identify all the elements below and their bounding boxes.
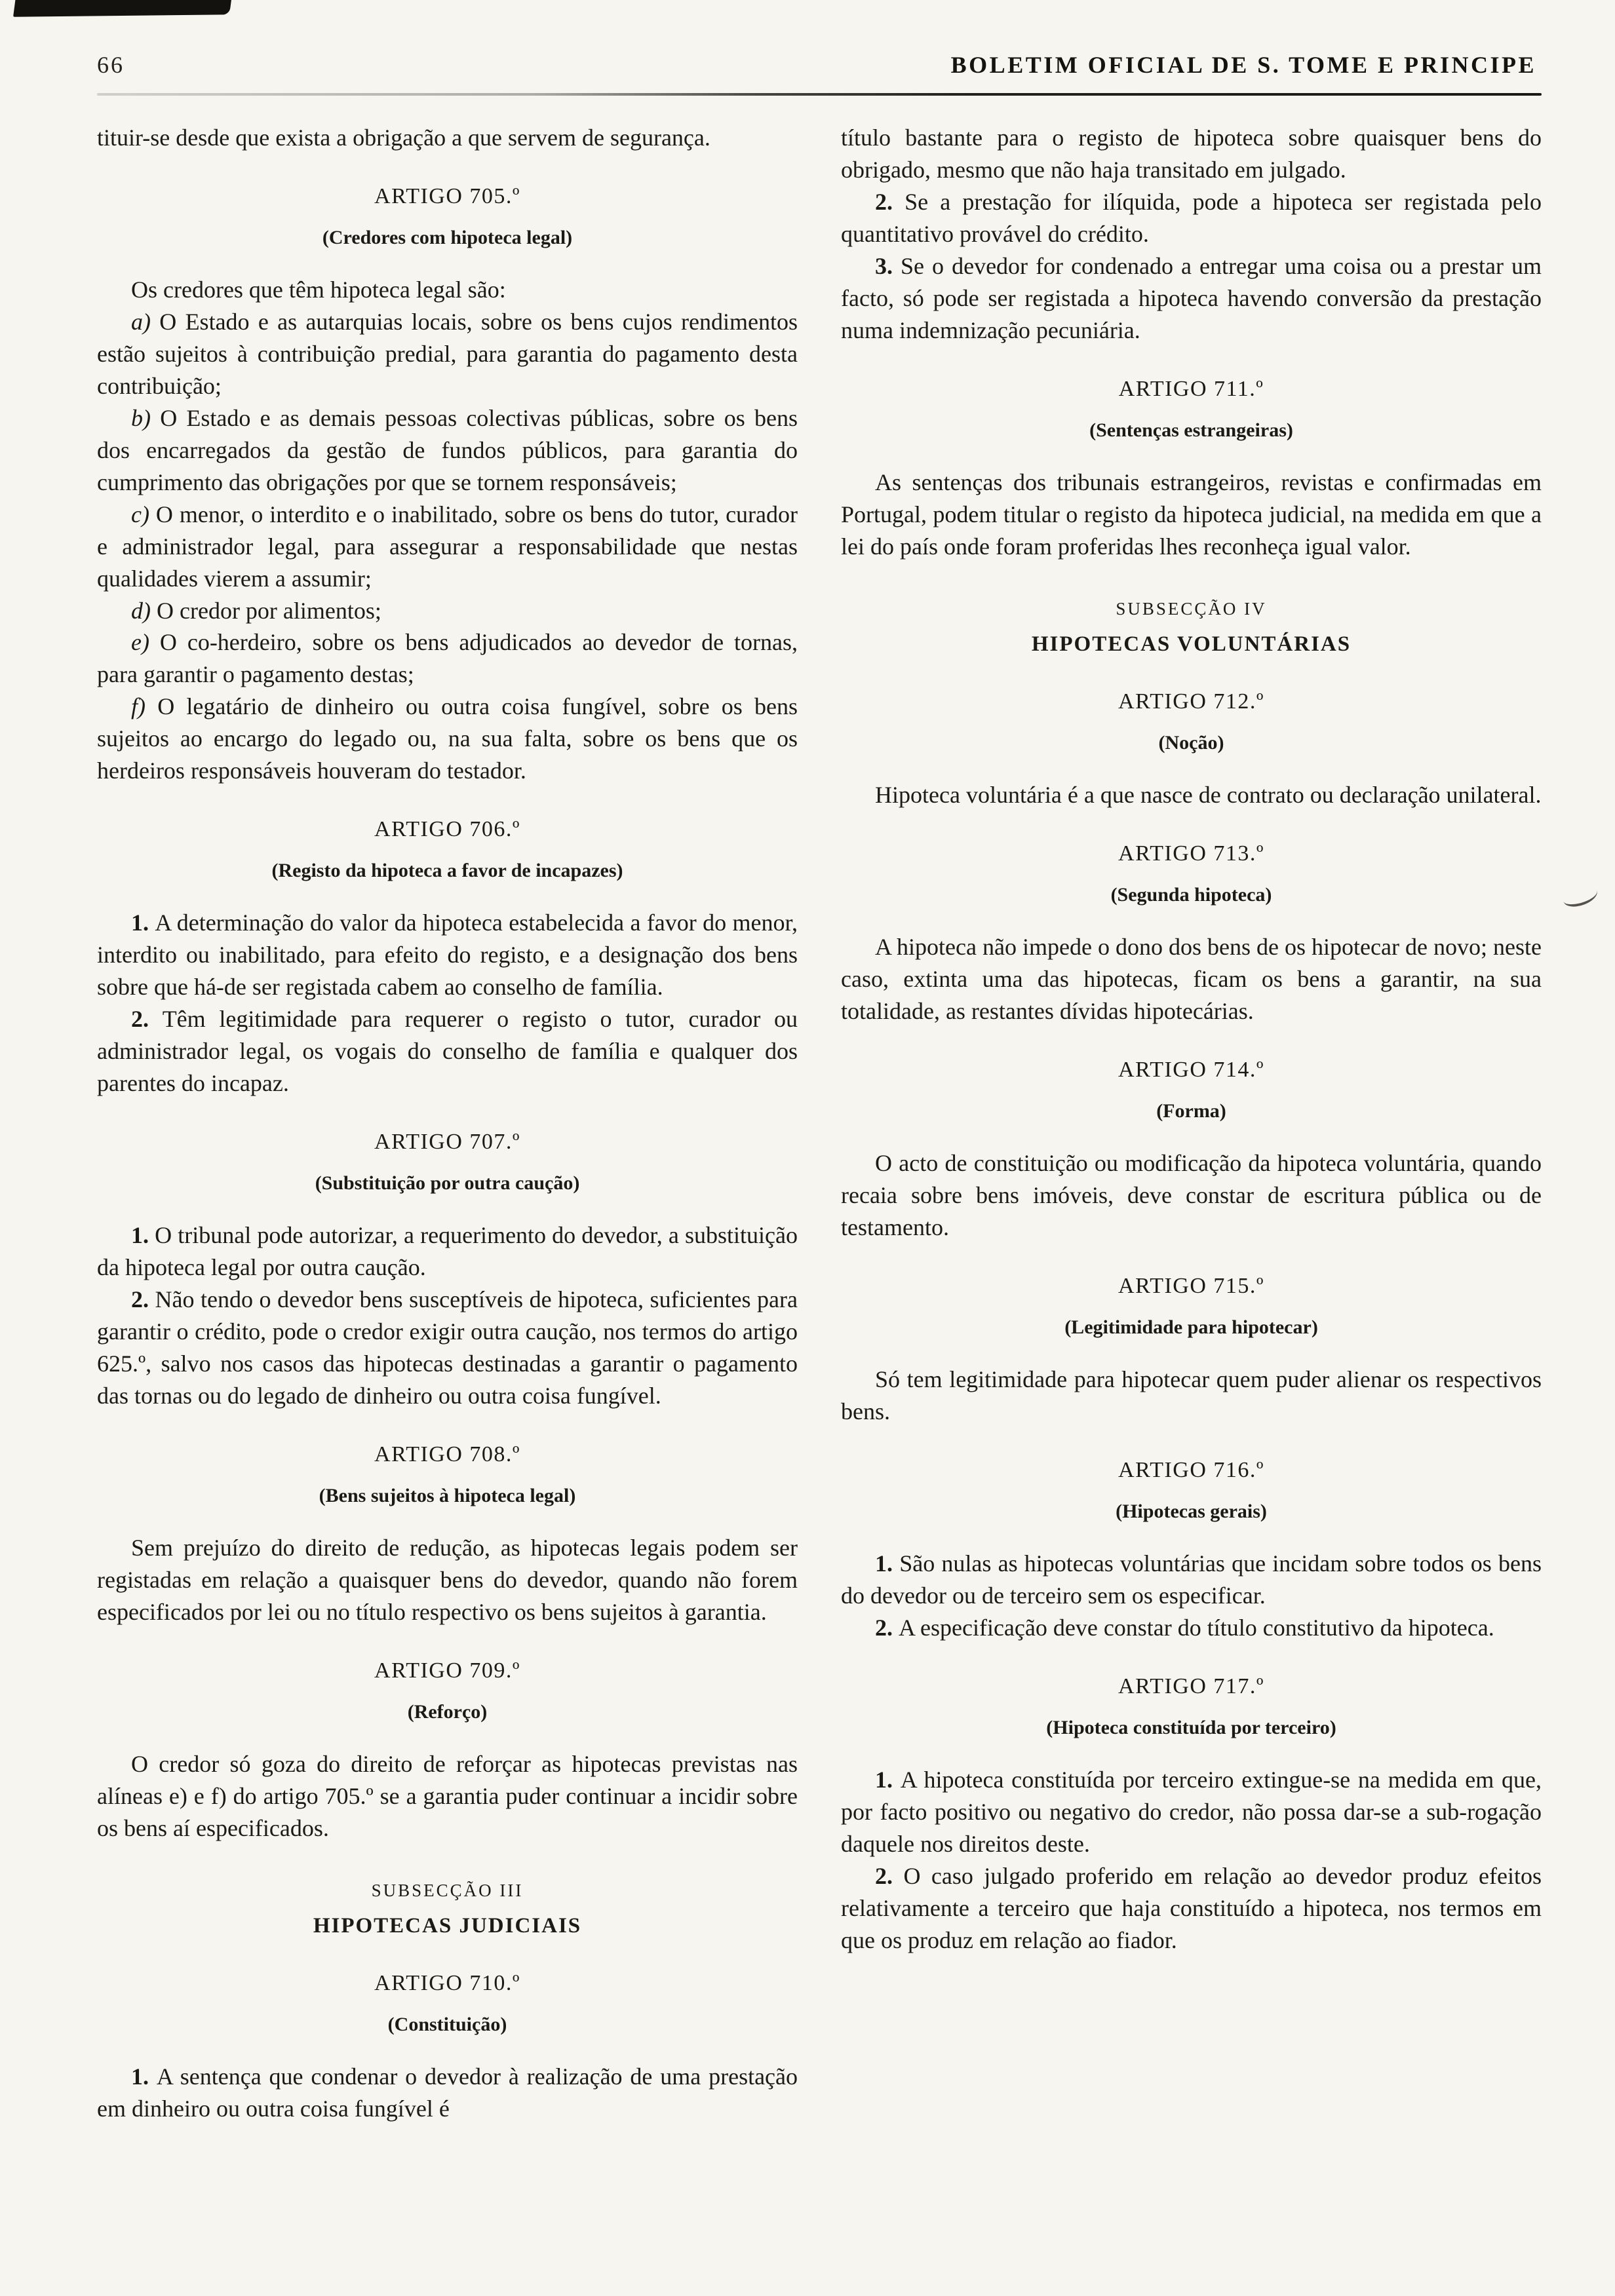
paragraph-marker: 3.: [875, 252, 901, 279]
numbered-paragraph: 2. Não tendo o devedor bens susceptíveis de hipoteca, suficientes para garantir o crédito, pode o credor exigir outra caução, nos termos do artigo 625.º, salvo nos casos das hipotecas destinadas a garantir o pagamento das tornas ou do legado de dinheiro ou outra coisa fungível.: [97, 1286, 798, 1409]
article-subtitle: (Legitimidade para hipotecar): [1064, 1316, 1318, 1339]
paragraph: O acto de constituição ou modificação da hipoteca voluntária, quando recaia sobre bens imóveis, deve constar de escritura pública ou de testamento.: [841, 1150, 1542, 1240]
paragraph-marker: 2.: [131, 1006, 163, 1033]
article-subtitle: (Substituição por outra caução): [315, 1172, 580, 1195]
paragraph-marker: b): [131, 404, 161, 431]
subsection-label: SUBSECÇÃO IV: [1116, 598, 1267, 619]
paragraph-marker: 2.: [131, 1286, 155, 1312]
paragraph-marker: d): [131, 597, 157, 624]
paragraph-marker: 1.: [875, 1550, 900, 1577]
article-subtitle: (Bens sujeitos à hipoteca legal): [319, 1484, 576, 1506]
paragraph-marker: 1.: [875, 1766, 901, 1793]
pen-mark: [1561, 883, 1599, 909]
article-heading: ARTIGO 709.º: [374, 1658, 520, 1683]
article-heading: ARTIGO 705.º: [374, 183, 520, 208]
paragraph-marker: 1.: [131, 1222, 155, 1249]
paragraph-marker: 2.: [875, 1862, 904, 1889]
paragraph-continuation: título bastante para o registo de hipoteca sobre quaisquer bens do obrigado, mesmo que não haja transitado em julgado.: [841, 124, 1542, 183]
paragraph-marker: 1.: [131, 2063, 157, 2090]
article-heading: ARTIGO 714.º: [1118, 1058, 1264, 1082]
header-title: BOLETIM OFICIAL DE S. TOME E PRINCIPE: [950, 52, 1536, 78]
right-column: [841, 122, 1542, 2125]
article-subtitle: (Constituição): [387, 2014, 507, 2036]
page-number: 66: [97, 52, 125, 78]
paragraph-marker: f): [131, 693, 158, 720]
paragraph-marker: a): [131, 308, 160, 335]
article-subtitle: (Hipoteca constituída por terceiro): [1046, 1716, 1336, 1738]
paragraph-marker: e): [131, 629, 160, 656]
numbered-paragraph: 1. São nulas as hipotecas voluntárias que incidam sobre todos os bens do devedor ou de terceiro sem os especificar.: [841, 1550, 1542, 1609]
numbered-paragraph: 1. O tribunal pode autorizar, a requerimento do devedor, a substituição da hipoteca legal por outra caução.: [97, 1222, 798, 1280]
list-item-paragraph: f) O legatário de dinheiro ou outra coisa fungível, sobre os bens sujeitos ao encargo do legado ou, na sua falta, sobre os bens que os herdeiros responsáveis houveram do testador.: [97, 693, 798, 784]
article-subtitle: (Credores com hipoteca legal): [322, 227, 573, 249]
article-subtitle: (Sentenças estrangeiras): [1089, 419, 1293, 441]
scan-artifact: [13, 0, 232, 17]
article-heading: ARTIGO 712.º: [1118, 689, 1264, 714]
numbered-paragraph: 2. Se a prestação for ilíquida, pode a hipoteca ser registada pelo quantitativo provável do crédito.: [841, 188, 1542, 247]
list-item-paragraph: d) O credor por alimentos;: [131, 597, 381, 624]
article-heading: ARTIGO 717.º: [1118, 1674, 1264, 1698]
article-subtitle: (Forma): [1156, 1100, 1226, 1122]
page-header: [97, 35, 1542, 79]
article-subtitle: (Noção): [1158, 732, 1224, 754]
paragraph: As sentenças dos tribunais estrangeiros, revistas e confirmadas em Portugal, podem titular o registo da hipoteca judicial, na medida em que a lei do país onde foram proferidas lhes reconheça igual valor.: [841, 469, 1542, 560]
article-heading: ARTIGO 707.º: [374, 1129, 520, 1154]
subsection-label: SUBSECÇÃO III: [371, 1880, 524, 1900]
paragraph-continuation: tituir-se desde que exista a obrigação a que servem de segurança.: [97, 124, 710, 151]
paragraph-marker: c): [131, 501, 156, 527]
paragraph: Hipoteca voluntária é a que nasce de contrato ou declaração unilateral.: [875, 782, 1542, 809]
article-heading: ARTIGO 708.º: [374, 1442, 520, 1466]
left-column: [97, 122, 798, 2125]
paragraph: O credor só goza do direito de reforçar as hipotecas previstas nas alíneas e) e f) do artigo 705.º se a garantia puder continuar a incidir sobre os bens aí especificados.: [97, 1750, 798, 1841]
list-item-paragraph: b) O Estado e as demais pessoas colectivas públicas, sobre os bens dos encarregados da gestão de fundos públicos, para garantia do cumprimento das obrigações por que se tornem responsáveis;: [97, 404, 798, 495]
article-heading: ARTIGO 716.º: [1118, 1457, 1264, 1482]
list-item-paragraph: a) O Estado e as autarquias locais, sobre os bens cujos rendimentos estão sujeitos à contribuição predial, para garantia do pagamento desta contribuição;: [97, 308, 798, 399]
paragraph-marker: 1.: [131, 909, 155, 936]
article-subtitle: (Segunda hipoteca): [1110, 884, 1272, 906]
paragraph: Só tem legitimidade para hipotecar quem puder alienar os respectivos bens.: [841, 1366, 1542, 1425]
article-heading: ARTIGO 710.º: [374, 1971, 520, 1996]
numbered-paragraph: 1. A hipoteca constituída por terceiro extingue-se na medida em que, por facto positivo ou negativo do credor, não possa dar-se a sub-rogação daquele nos direitos deste.: [841, 1766, 1542, 1857]
article-heading: ARTIGO 713.º: [1118, 841, 1264, 866]
article-heading: ARTIGO 715.º: [1118, 1273, 1264, 1298]
text-columns: [97, 122, 1542, 2125]
numbered-paragraph: 1. A determinação do valor da hipoteca estabelecida a favor do menor, interdito ou inabilitado, para efeito do registo, e a designação dos bens sobre que há-de ser registada cabem ao conselho de família.: [97, 909, 798, 1001]
numbered-paragraph: 3. Se o devedor for condenado a entregar uma coisa ou a prestar um facto, só pode ser registada a hipoteca havendo conversão da prestação numa indemnização pecuniária.: [841, 252, 1542, 343]
paragraph-marker: 2.: [875, 1614, 899, 1641]
numbered-paragraph: 2. O caso julgado proferido em relação ao devedor produz efeitos relativamente a terceiro que haja constituído a hipoteca, nos termos em que os produz em relação ao fiador.: [841, 1862, 1542, 1953]
article-subtitle: (Hipotecas gerais): [1116, 1501, 1267, 1523]
article-subtitle: (Registo da hipoteca a favor de incapazes): [271, 860, 623, 882]
list-item-paragraph: c) O menor, o interdito e o inabilitado, sobre os bens do tutor, curador e administrador legal, para assegurar a responsabilidade que nestas qualidades vierem a assumir;: [97, 501, 798, 592]
paragraph: Sem prejuízo do direito de redução, as hipotecas legais podem ser registadas em relação a quaisquer bens do devedor, quando não forem especificados por lei ou no título respectivo os bens sujeitos à garantia.: [97, 1534, 798, 1625]
article-heading: ARTIGO 706.º: [374, 817, 520, 842]
numbered-paragraph: 1. A sentença que condenar o devedor à realização de uma prestação em dinheiro ou outra coisa fungível é: [97, 2063, 798, 2122]
numbered-paragraph: 2. Têm legitimidade para requerer o registo o tutor, curador ou administrador legal, os vogais do conselho de família e qualquer dos parentes do incapaz.: [97, 1006, 798, 1097]
article-heading: ARTIGO 711.º: [1118, 376, 1264, 401]
numbered-paragraph: 2. A especificação deve constar do título constitutivo da hipoteca.: [875, 1614, 1494, 1641]
header-rule: [97, 93, 1542, 96]
section-heading: HIPOTECAS JUDICIAIS: [313, 1914, 582, 1938]
list-item-paragraph: e) O co-herdeiro, sobre os bens adjudicados ao devedor de tornas, para garantir o pagamento destas;: [97, 629, 798, 688]
article-subtitle: (Reforço): [407, 1700, 488, 1723]
section-heading: HIPOTECAS VOLUNTÁRIAS: [1031, 632, 1352, 657]
paragraph: Os credores que têm hipoteca legal são:: [131, 276, 506, 303]
paragraph-marker: 2.: [875, 188, 905, 215]
paragraph: A hipoteca não impede o dono dos bens de os hipotecar de novo; neste caso, extinta uma das hipotecas, ficam os bens a garantir, na sua totalidade, as restantes dívidas hipotecárias.: [841, 934, 1542, 1025]
